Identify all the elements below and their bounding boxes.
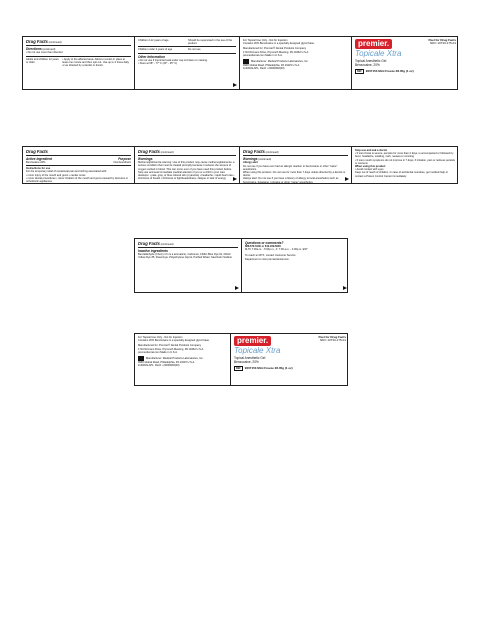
- children-cell: [135, 37, 240, 89]
- brand-cell: [231, 334, 349, 385]
- directions-heading: Directions: [26, 47, 42, 52]
- peel-note: Peel for Drug Facts: [428, 38, 456, 42]
- next-panel-arrow-icon: [345, 177, 349, 181]
- allergy-alert-heading: Allergy alert: [243, 161, 258, 165]
- warnings-text: Methemoglobinemia warning: Use of this product may cause methemoglobinemia, a serious condition that must be treated promptly because it reduces the amount of oxygen carried in blood. This can occur even if you have used this product before. Stop use and seek immediate medical attention if you or a child in your care develops: • pale, gray, or blue colored skin (cyanosis) • headache • rapid heart rate • shortness of breath • dizziness or lightheadedness • fatigue or lack of energy: [138, 161, 235, 181]
- children-text: Should be supervised in the use of the product: [188, 39, 233, 46]
- stop-use-heading: Stop use and ask a doctor: [355, 149, 388, 152]
- peel-note: Peel for Drug Facts: [318, 335, 346, 339]
- ref-tag: REF: [236, 367, 241, 370]
- label-code: 1120049.AP1, Rev0 • 20000692(00): [138, 364, 180, 368]
- inactive-ingredients-text: Benzaldehyde (Cherry Cin is a aromatics), Carbomer, FD&C Blue Dye #1, FD&C Yellow Dye #5, Flavorings, Polyethylene Glycol, Purified Water, Saccharin Sodium: [138, 253, 233, 260]
- ndc-number: NDC 10733-175-01: [319, 338, 346, 343]
- manufacturer-cell: [240, 37, 352, 89]
- manufacturer-address: 9990 Global Road, Philadelphia, PA 19115 U.S.A.: [243, 64, 301, 68]
- manufactured-for: Manufactured for: Premier® Dental Products Company: [138, 344, 202, 348]
- label-panel-drug-facts: [22, 146, 458, 184]
- uses-heading: Instructions for use: [26, 167, 51, 171]
- warning-line-2: When using this product • Do not use for more than 7 days unless directed by a dentist or doctor.: [243, 171, 346, 178]
- product-type: Topical Anesthetic Gel: [234, 356, 266, 360]
- directions-bullet: • Do not use more than directed: [26, 51, 63, 55]
- questions-outside: To reach an RTX, contact Customer Service: [245, 254, 296, 258]
- continued-note: (continued): [48, 41, 62, 44]
- manufactured-for-address: 1710 Romano Drive, Plymouth Meeting, PA 19462 U.S.A.: [138, 347, 204, 351]
- stop-use-1: • If sore throat is severe, persists for more than 2 days, is accompanied or followed by fever, headache, swelling, rash, nausea or vomiting: [355, 152, 454, 159]
- under-two-label: Children under 2 years of age: [138, 48, 173, 52]
- contains-text: Contains 20% Benzocaine in a specially designed glycol base.: [243, 42, 315, 46]
- keep-out-of-reach: Keep out of reach of children. In case of accidental overdose, get medical help or contact a Poison Control Center immediately.: [355, 171, 448, 178]
- adults-label: Adults and children 12 years or older: [26, 57, 59, 64]
- active-ingredient-heading: Active ingredient: [26, 157, 52, 161]
- next-panel-arrow-icon: [233, 83, 237, 87]
- questions-cell: [242, 239, 349, 292]
- manufactured-for: Manufactured for: Premier® Dental Products Company: [243, 47, 307, 51]
- next-panel-arrow-icon: [233, 177, 237, 181]
- sku-line: 9007153 Mint Freeze 28.35g (1 oz): [244, 366, 293, 370]
- active-ingredient-line: Benzocaine 20%: [26, 161, 46, 164]
- purpose-line: Oral Anesthetic: [113, 161, 131, 164]
- questions-phone: 888.670.6100 or 610.239.6000: [245, 245, 281, 248]
- ndc-number: NDC 10733-175-01: [429, 41, 456, 46]
- next-panel-arrow-icon: [343, 286, 347, 290]
- active-ingredient: Benzocaine, 20%: [355, 63, 380, 67]
- product-type: Topical Anesthetic Gel: [355, 59, 387, 63]
- questions-heading: Questions or comments?: [245, 241, 284, 245]
- warning-line-3: Always alert: Do not use if you have a history of allergy to local anesthetics such as benzocaine, butacaine, procaine or other "caine" anesthetics.: [243, 177, 339, 183]
- children-label: Children 2-12 years of age: [138, 39, 169, 42]
- premier-logo: premier.: [355, 39, 392, 49]
- continued-note: (continued): [160, 243, 174, 246]
- continued-note: (continued): [42, 48, 56, 52]
- drug-facts-title: Drug Facts: [26, 149, 48, 154]
- manufacturer-cell: [135, 334, 231, 385]
- label-code: 1120049.AP1, Rev0 • 20000692(00): [243, 67, 285, 71]
- manufacturer-website: premierdental.com Made in U.S.A.: [243, 53, 283, 57]
- questions-hours: M-Th 7:00a.m. - 5:00p.m., F: 7:00 a.m. - 4:00p.m. EST: [245, 248, 308, 252]
- label-panel-front: [134, 333, 348, 386]
- warnings-heading: Warnings: [138, 157, 153, 162]
- brand-name: Topicale Xtra: [234, 346, 281, 355]
- stop-use-2: • If sore mouth symptoms do not improve in 7 days, if irritation, pain or redness persists or worsens: [355, 158, 455, 165]
- active-ingredient: Benzocaine, 20%: [234, 360, 259, 364]
- continued-note: (continued): [258, 158, 272, 162]
- warnings-cell: [135, 147, 240, 183]
- directions-cell: [23, 37, 135, 89]
- drug-facts-title: Drug Facts: [26, 39, 48, 44]
- topical-use-only: For Topical Use Only - Not for Injection: [243, 39, 288, 42]
- warnings-heading: Warnings: [243, 157, 258, 162]
- other-info-2: • Store at 68° - 77° F (20° - 25° C): [138, 61, 178, 65]
- inactive-ingredients-heading: Inactive ingredients: [138, 249, 168, 254]
- when-using-heading: When using this product: [355, 165, 386, 169]
- stop-use-cell: [352, 147, 459, 183]
- other-info-heading: Other Information: [138, 54, 165, 59]
- drug-facts-title: Drug Facts: [138, 149, 160, 154]
- manufacturer-name: Manufacturer: Medical Products Laboratories, Inc.: [251, 60, 309, 64]
- active-ingredient-cell: [23, 147, 135, 183]
- brand-cell: [352, 37, 459, 89]
- uses-2: • minor injury of the mouth and gums • canker sores: [26, 173, 86, 177]
- drug-facts-title: Drug Facts: [243, 149, 265, 154]
- under-two-text: Do not use: [188, 48, 201, 52]
- label-panel-inactive: [134, 238, 348, 293]
- manufactured-for-address: 1710 Romano Drive, Plymouth Meeting, PA 19462 U.S.A.: [243, 50, 309, 54]
- other-info-1: • Do not use if imprinted seal under cap is broken or missing.: [138, 58, 208, 62]
- purpose-heading: Purpose: [118, 157, 131, 161]
- questions-dept: Department or visit premierdental.com.: [245, 257, 290, 261]
- drug-facts-title: Drug Facts: [138, 241, 160, 246]
- topical-use-only: For Topical Use Only - Not for Injection: [138, 336, 183, 339]
- uses-1: For the temporary relief of occasional pain and itching associated with:: [26, 170, 107, 174]
- continued-note: (continued): [265, 151, 279, 154]
- label-panel-top: [22, 36, 458, 90]
- premier-logo: premier.: [234, 336, 271, 346]
- adults-text: • Apply to the affected area. Allow to remain in place at least one minute and then spit out. Use up to 4 times daily or as directed by a dentist or doctor.: [62, 57, 129, 68]
- ref-tag: REF: [357, 70, 362, 73]
- contains-text: Contains 20% Benzocaine in a specially designed glycol base.: [138, 339, 210, 343]
- sku-line: 9007153 Mint Freeze 28.35g (1 oz): [365, 69, 414, 73]
- next-panel-arrow-icon: [235, 286, 239, 290]
- manufacturer-address: 9990 Global Road, Philadelphia, PA 19115 U.S.A.: [138, 361, 196, 365]
- continued-note: (continued): [160, 151, 174, 154]
- manufacturer-name: Manufacturer: Medical Products Laboratories, Inc.: [146, 357, 204, 361]
- when-using-1: • Avoid contact with eyes: [355, 168, 384, 172]
- manufacturer-website: premierdental.com Made in U.S.A.: [138, 350, 178, 354]
- warning-line-1: Do not use if you have ever had an allergic reaction to benzocaine or other "caine" anesthetics.: [243, 164, 338, 171]
- uses-3: • minor dental procedures • minor irritation of the mouth and gums caused by dentures or orthodontic appliances: [26, 176, 129, 183]
- warnings-continued-cell: [240, 147, 352, 183]
- brand-name: Topicale Xtra: [355, 49, 402, 58]
- inactive-ingredients-cell: [135, 239, 242, 292]
